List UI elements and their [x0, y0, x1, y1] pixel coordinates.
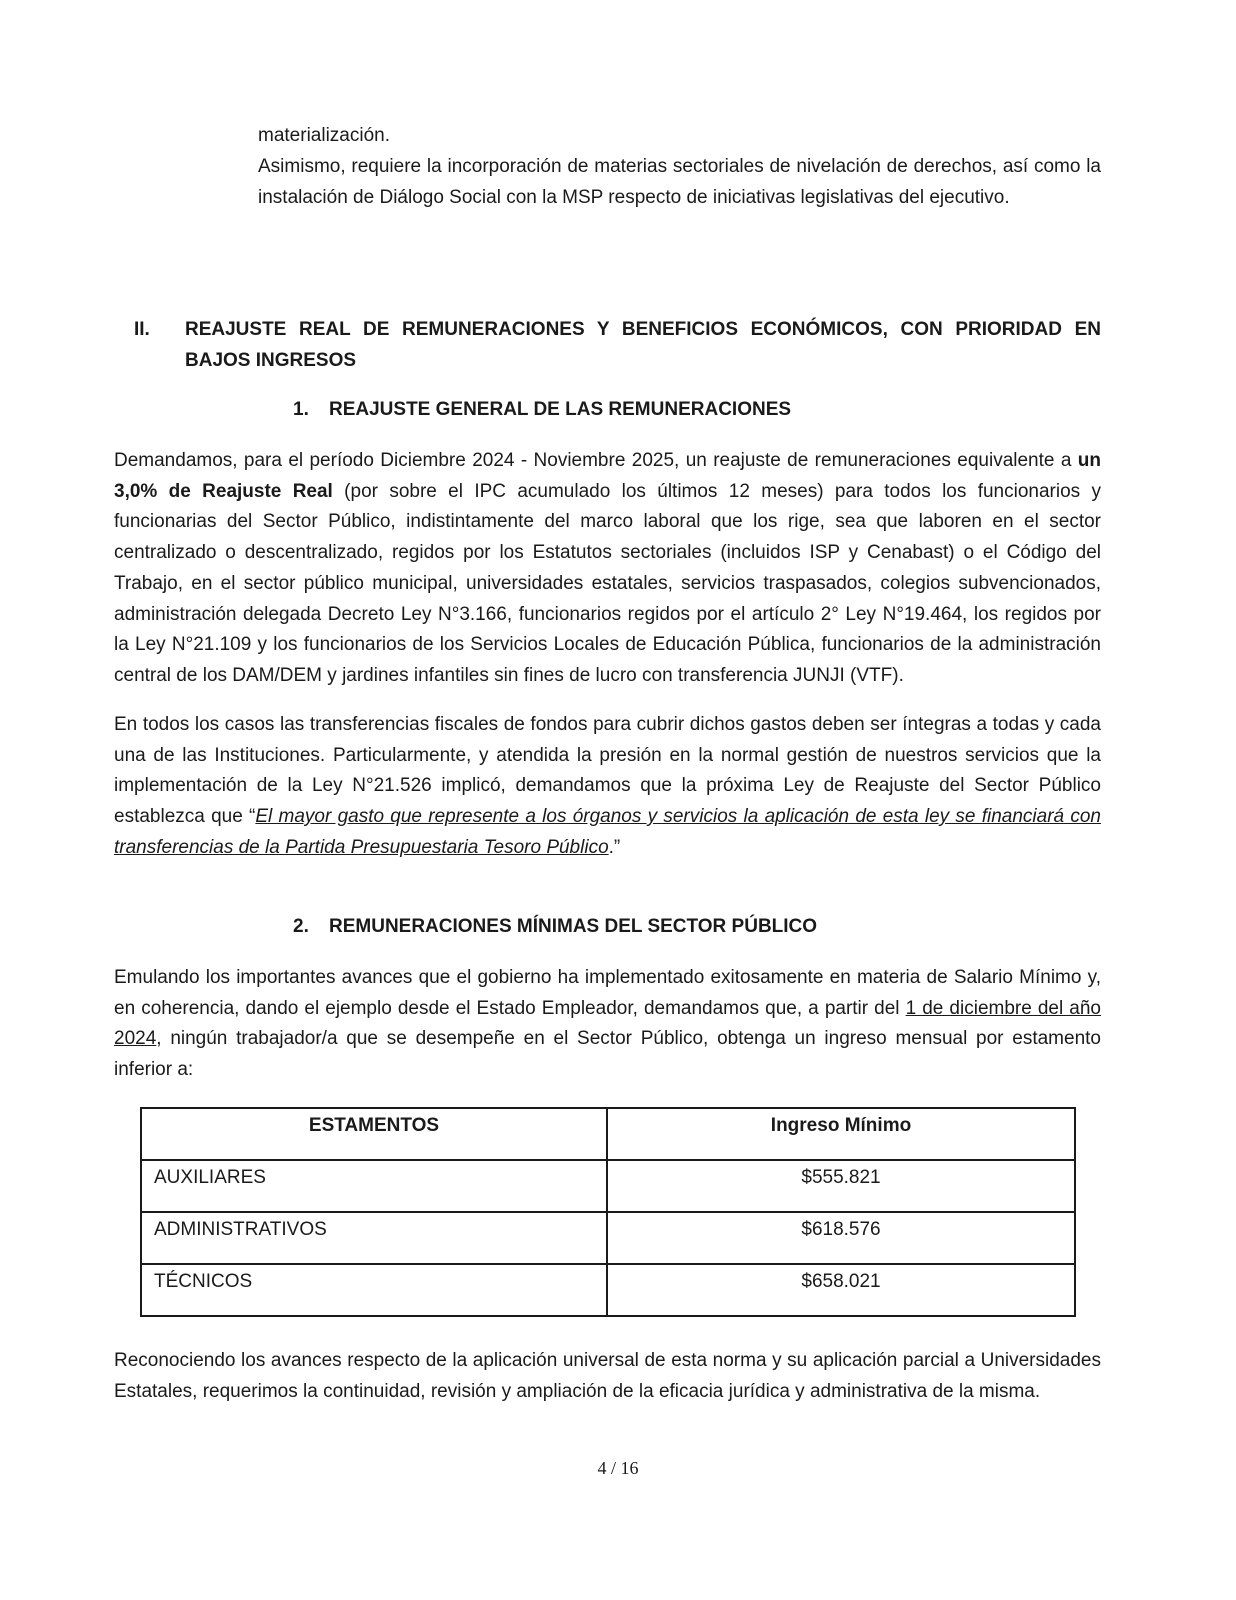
page-number: 4 / 16: [597, 1458, 639, 1478]
intro-line: materialización.: [258, 125, 390, 146]
table-row: [141, 1264, 1075, 1316]
section-title: REAJUSTE REAL DE REMUNERACIONES Y BENEFICIOS ECONÓMICOS, CON PRIORIDAD EN BAJOS INGRESOS: [185, 319, 1101, 371]
ingreso-cell: $618.576: [607, 1212, 1075, 1264]
text-run: (por sobre el IPC acumulado los últimos 12 meses) para todos los funcionarios y funcionarias del Sector Público, indistintamente del marco laboral que los rige, sea que laboren en el sector centralizado o descentralizado, regidos por los Estatutos sectoriales (incluidos ISP y Cenabast) o el Código del Trabajo, en el sector público municipal, universidades estatales, servicios traspasados, colegios subvencionados, administración delegada Decreto Ley N°3.166, funcionarios regidos por el artículo 2° Ley N°19.464, los regidos por la Ley N°21.109 y los funcionarios de los Servicios Locales de Educación Pública, funcionarios de la administración central de los DAM/DEM y jardines infantiles sin fines de lucro con transferencia JUNJI (VTF).: [114, 480, 1101, 686]
table-header-row: [141, 1108, 1075, 1160]
subsection-title: REMUNERACIONES MÍNIMAS DEL SECTOR PÚBLICO: [329, 916, 818, 937]
intro-paragraph: Asimismo, requiere la incorporación de materias sectoriales de nivelación de derechos, así como la instalación de Diálogo Social con la MSP respecto de iniciativas legislativas del ejecutivo.: [258, 156, 1101, 208]
estamento-cell: TÉCNICOS: [141, 1264, 607, 1316]
subsection-number: 2.: [293, 916, 309, 937]
subsection-title: REAJUSTE GENERAL DE LAS REMUNERACIONES: [329, 399, 792, 420]
table-row: [141, 1160, 1075, 1212]
section-numeral: II.: [134, 319, 150, 340]
closing-paragraph: Reconociendo los avances respecto de la aplicación universal de esta norma y su aplicación parcial a Universidades Estatales, requerimos la continuidad, revisión y ampliación de la eficacia jurídica y administrativa de la misma.: [114, 1350, 1101, 1402]
ingreso-cell: $555.821: [607, 1160, 1075, 1212]
text-run: Demandamos, para el período Diciembre 2024 - Noviembre 2025, un reajuste de remuneraciones equivalente a: [114, 450, 1078, 471]
underlined-date: 1 de diciembre del año 2024: [114, 997, 1101, 1050]
ingreso-cell: $658.021: [607, 1264, 1075, 1316]
quoted-law-text: El mayor gasto que represente a los órganos y servicios la aplicación de esta ley se financiará con transferencias de la Partida Presupuestaria Tesoro Público: [114, 806, 1102, 858]
column-header: Ingreso Mínimo: [607, 1108, 1075, 1160]
column-header: ESTAMENTOS: [141, 1108, 607, 1160]
subsection-heading-2: [293, 912, 817, 943]
estamento-cell: AUXILIARES: [141, 1160, 607, 1212]
section-heading: [114, 315, 1101, 376]
text-run: En todos los casos las transferencias fiscales de fondos para cubrir dichos gastos deben ser íntegras a todas y cada una de las Instituciones. Particularmente, y atendida la presión en la normal gestión de nuestros servicios que la implementación de la Ley N°21.526 implicó, demandamos que la próxima Ley de Reajuste del Sector Público establezca que “: [114, 714, 1101, 828]
estamento-cell: ADMINISTRATIVOS: [141, 1212, 607, 1264]
text-run: .”: [608, 836, 621, 858]
paragraph-transferencias: [114, 710, 1101, 864]
subsection-heading-1: [293, 395, 791, 426]
subsection-number: 1.: [293, 399, 309, 420]
bold-text: un 3,0% de Reajuste Real: [114, 450, 1101, 502]
text-run: , ningún trabajador/a que se desempeñe en el Sector Público, obtenga un ingreso mensual por estamento inferior a:: [114, 1028, 1101, 1081]
paragraph-minimos: [114, 963, 1101, 1086]
table-row: [141, 1212, 1075, 1264]
estamentos-table: [140, 1107, 1076, 1317]
text-run: Emulando los importantes avances que el gobierno ha implementado exitosamente en materia de Salario Mínimo y, en coherencia, dando el ejemplo desde el Estado Empleador, demandamos que, a partir del: [114, 967, 1101, 1019]
paragraph-reajuste: [114, 446, 1101, 692]
